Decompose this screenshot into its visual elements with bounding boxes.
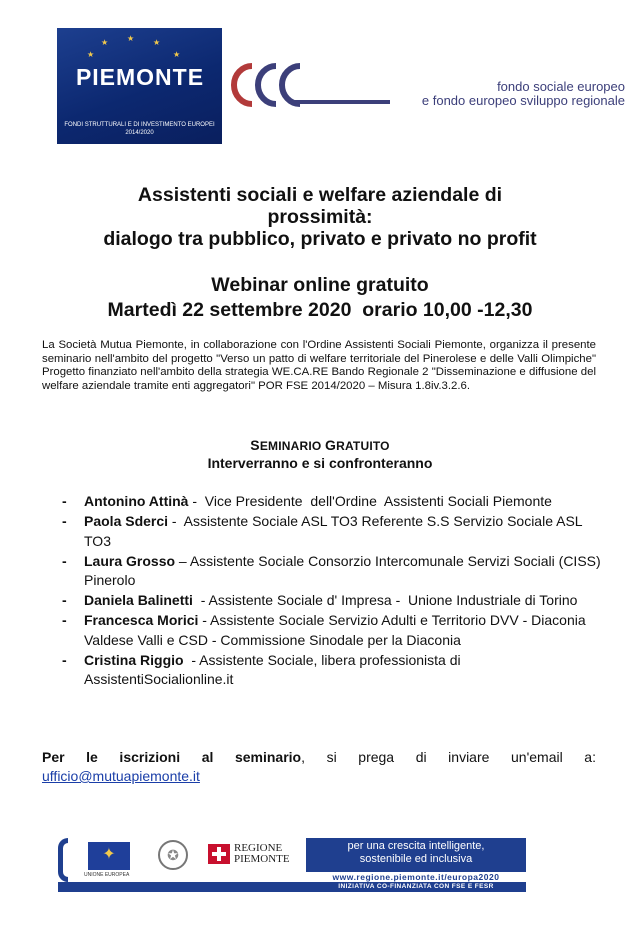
dash: - (62, 552, 67, 569)
footer-banner (58, 836, 526, 892)
logo-word: PIEMONTE (75, 64, 205, 90)
seminario-s: S (250, 437, 260, 453)
footer-url: www.regione.piemonte.it/europa2020 (332, 872, 500, 882)
title-line-3: dialogo tra pubblico, privato e privato no profit (103, 228, 537, 250)
seminario-heading (40, 437, 600, 453)
event-subtitle (40, 273, 600, 323)
seminario-g: G (324, 437, 337, 453)
region-line-1: REGIONE (234, 842, 283, 854)
list-item (62, 611, 602, 650)
fse-line-1: fondo sociale europeo (497, 79, 625, 94)
star-icon: ★ (101, 38, 109, 47)
speakers-heading: Interverranno e si confronteranno (207, 455, 433, 471)
speaker-role: - Assistente Sociale, libera professionista di AssistentiSocialionline.it (84, 651, 464, 687)
registration-instructions: , si prega di inviare un'email a: (301, 749, 596, 765)
title-line-2: prossimità: (267, 206, 373, 228)
slogan-line-2: sostenibile ed inclusiva (359, 853, 473, 865)
star-icon: ★ (173, 50, 181, 59)
regione-piemonte-logo (208, 840, 296, 868)
speaker-name: Cristina Riggio (84, 651, 184, 668)
fse-text (377, 80, 625, 108)
dash: - (62, 493, 67, 509)
speaker-name: Daniela Balinetti (84, 592, 193, 608)
intro-paragraph: La Società Mutua Piemonte, in collaborazione con l'Ordine Assistenti Sociali Piemonte, organizza il presente seminario nell'ambito del progetto "Verso un patto di welfare territoriale del Pinerolese e delle Valli Olimpiche" Progetto finanziato nell'ambito della strategia WE.CA.RE Bando Regionale 2 "Disseminazione e diffusione del welfare aziendale tramite enti aggregatori" POR FSE 2014/2020 – Misura 1.8iv.3.2.6. (42, 339, 596, 392)
speaker-role: - Assistente Sociale d' Impresa - Unione Industriale di Torino (192, 592, 578, 608)
subtitle-line-2: Martedì 22 settembre 2020 orario 10,00 -12,30 (107, 299, 533, 321)
cross-icon (208, 844, 230, 864)
speaker-role: - Vice Presidente dell'Ordine Assistenti Sociali Piemonte (188, 493, 552, 509)
email-link[interactable]: ufficio@mutuapiemonte.it (42, 768, 200, 784)
list-item (62, 651, 602, 690)
fse-line-2: e fondo europeo sviluppo regionale (421, 93, 625, 108)
cofinanced-label: INIZIATIVA CO-FINANZIATA CON FSE E FESR (338, 883, 494, 890)
italy-emblem-icon: ✪ (158, 840, 188, 870)
subtitle-line-1: Webinar online gratuito (211, 274, 429, 296)
ccc-logo (230, 62, 390, 108)
footer-bracket (58, 838, 68, 882)
list-item (62, 591, 602, 611)
dash: - (62, 513, 67, 529)
star-icon: ★ (87, 50, 95, 59)
dash: - (62, 651, 67, 668)
speakers-list (62, 492, 605, 690)
title-line-1: Assistenti sociali e welfare aziendale di (137, 184, 503, 206)
speaker-role: - Assistente Sociale ASL TO3 Referente S.S Servizio Sociale ASL TO3 (84, 513, 586, 549)
speaker-role: – Assistente Sociale Consorzio Intercomunale Servizi Sociali (CISS) Pinerolo (84, 552, 605, 588)
star-icon: ★ (127, 34, 135, 43)
region-line-2: PIEMONTE (234, 853, 290, 865)
star-icon: ★ (153, 38, 161, 47)
speaker-role: - Assistente Sociale Servizio Adulti e Territorio DVV - Diaconia Valdese Valli e CSD - Commissione Sinodale per la Diaconia (84, 612, 590, 648)
logo-subtitle: FONDI STRUTTURALI E DI INVESTIMENTO EUROPEI 2014/2020 (64, 122, 215, 136)
speaker-name: Paola Sderci (84, 513, 169, 529)
list-item (62, 512, 602, 551)
slogan-line-1: per una crescita intelligente, (347, 840, 485, 852)
registration-bold: Per le iscrizioni al seminario (42, 749, 302, 765)
dash: - (62, 612, 67, 628)
eu-flag-icon: ✦ (88, 842, 130, 870)
seminario-rest-2: RATUITO (336, 439, 390, 453)
speaker-name: Laura Grosso (84, 552, 176, 569)
list-item (62, 492, 602, 512)
slogan-box (306, 838, 526, 872)
speaker-name: Francesca Morici (84, 612, 199, 628)
footer-bar (58, 882, 526, 892)
seminario-rest: EMINARIO (259, 439, 325, 453)
dash: - (62, 592, 67, 608)
list-item (62, 552, 605, 591)
piemonte-logo (57, 28, 222, 144)
speaker-name: Antonino Attinà (84, 493, 189, 509)
page-title (40, 184, 600, 250)
registration-text (42, 748, 596, 767)
eu-label: UNIONE EUROPEA (84, 872, 130, 878)
